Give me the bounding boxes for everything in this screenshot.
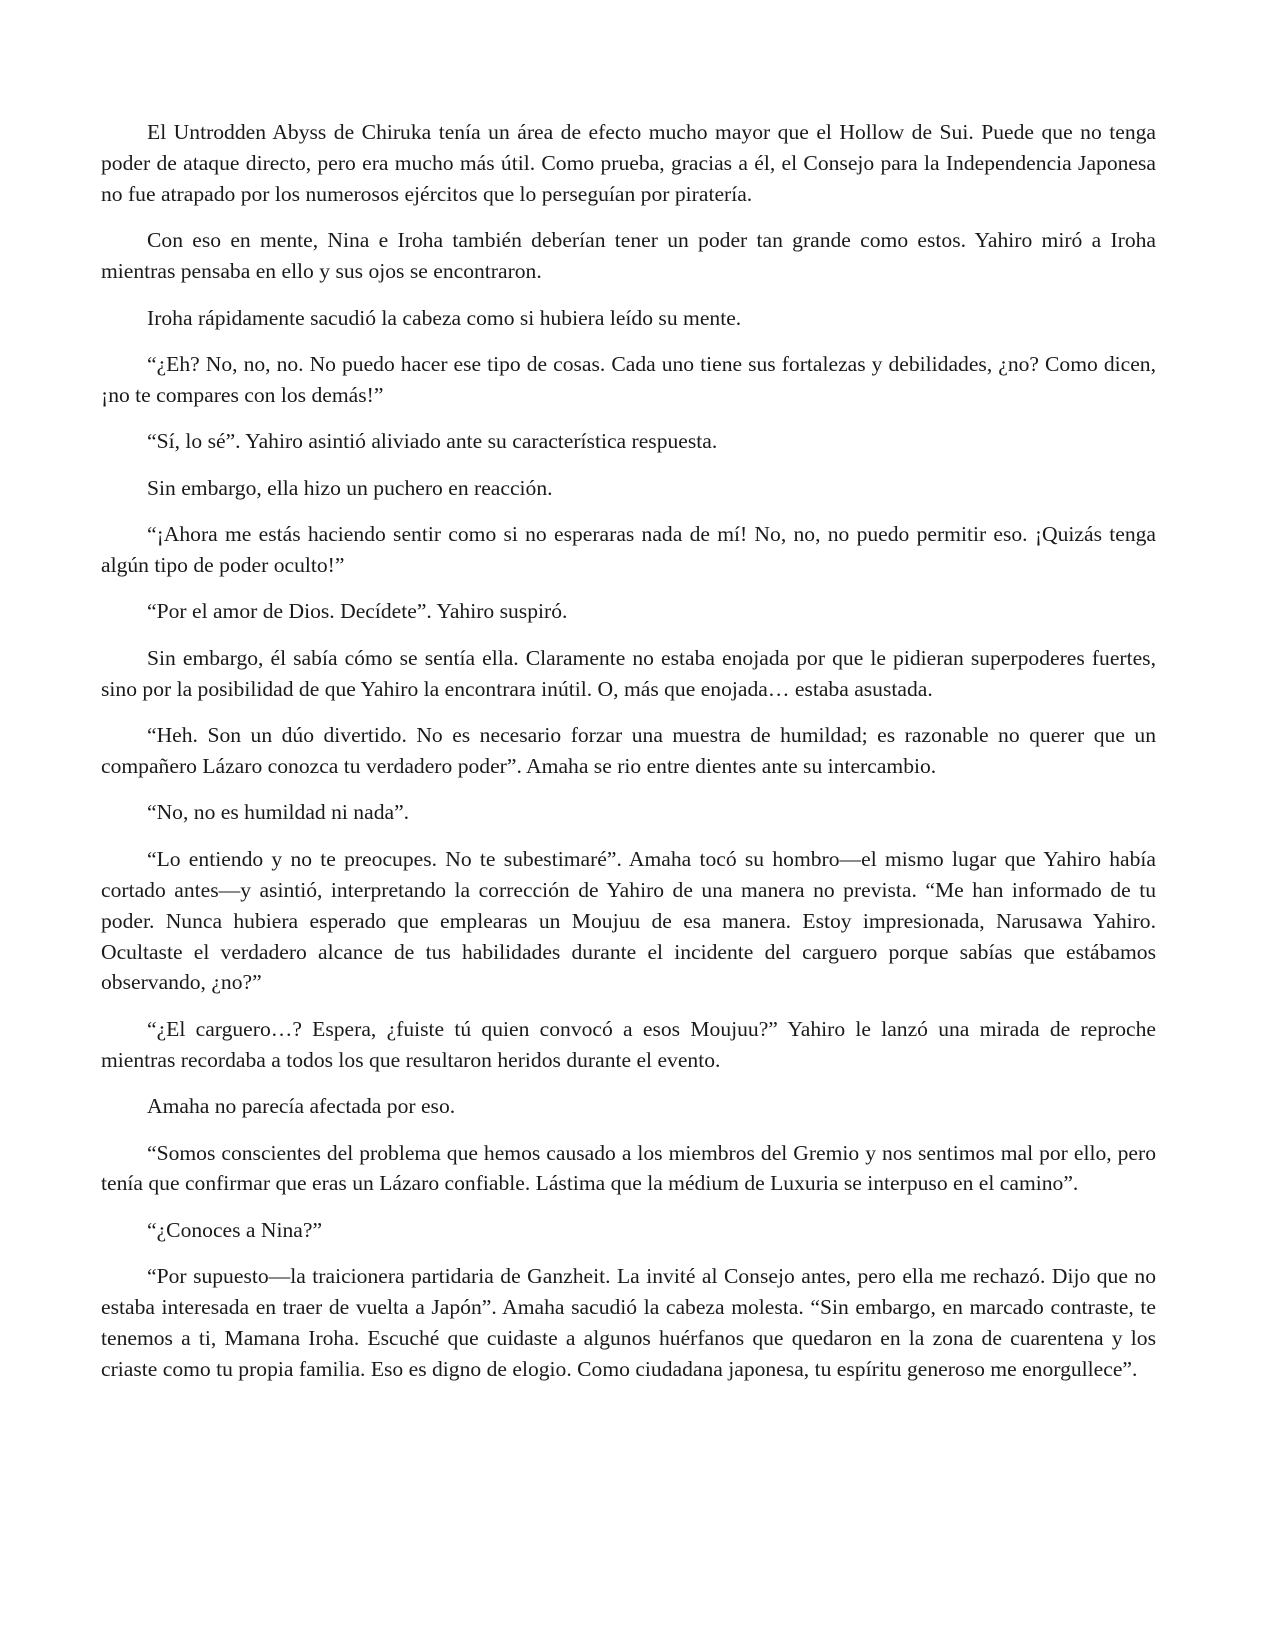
paragraph: “¿Eh? No, no, no. No puedo hacer ese tipo de cosas. Cada uno tiene sus fortalezas y debilidades, ¿no? Como dicen, ¡no te compares con los demás!”: [101, 351, 1156, 407]
paragraph: “¡Ahora me estás haciendo sentir como si no esperaras nada de mí! No, no, no puedo permitir eso. ¡Quizás tenga algún tipo de poder oculto!”: [101, 522, 1156, 577]
paragraph: Sin embargo, él sabía cómo se sentía ella. Claramente no estaba enojada por que le pidieran superpoderes fuertes, sino por la posibilidad de que Yahiro la encontrara inútil. O, más que enojada… estaba asustada.: [101, 645, 1156, 701]
paragraph: Amaha no parecía afectada por eso.: [147, 1094, 456, 1119]
paragraph: “¿Conoces a Nina?”: [147, 1217, 323, 1242]
body-text: [101, 117, 1156, 1400]
paragraph: “¿El carguero…? Espera, ¿fuiste tú quien convocó a esos Moujuu?” Yahiro le lanzó una mirada de reproche mientras recordaba a todos los que resultaron heridos durante el evento.: [101, 1016, 1156, 1072]
paragraph: Sin embargo, ella hizo un puchero en reacción.: [147, 475, 553, 500]
paragraph: “Lo entiendo y no te preocupes. No te subestimaré”. Amaha tocó su hombro—el mismo lugar que Yahiro había cortado antes—y asintió, interpretando la corrección de Yahiro de una manera no prevista. “Me han informado de tu poder. Nunca hubiera esperado que emplearas un Moujuu de esa manera. Estoy impresionada, Narusawa Yahiro. Ocultaste el verdadero alcance de tus habilidades durante el incidente del carguero porque sabías que estábamos observando, ¿no?”: [101, 846, 1156, 995]
paragraph: “Por el amor de Dios. Decídete”. Yahiro suspiró.: [147, 599, 568, 624]
paragraph: “Somos conscientes del problema que hemos causado a los miembros del Gremio y nos sentimos mal por ello, pero tenía que confirmar que eras un Lázaro confiable. Lástima que la médium de Luxuria se interpuso en el camino”.: [101, 1140, 1156, 1196]
paragraph: “Heh. Son un dúo divertido. No es necesario forzar una muestra de humildad; es razonable no querer que un compañero Lázaro conozca tu verdadero poder”. Amaha se rio entre dientes ante su intercambio.: [101, 723, 1156, 778]
paragraph: “Sí, lo sé”. Yahiro asintió aliviado ante su característica respuesta.: [147, 429, 718, 454]
paragraph: “No, no es humildad ni nada”.: [147, 800, 410, 825]
paragraph: Con eso en mente, Nina e Iroha también deberían tener un poder tan grande como estos. Yahiro miró a Iroha mientras pensaba en ello y sus ojos se encontraron.: [101, 228, 1156, 284]
paragraph: “Por supuesto—la traicionera partidaria de Ganzheit. La invité al Consejo antes, pero ella me rechazó. Dijo que no estaba interesada en traer de vuelta a Japón”. Amaha sacudió la cabeza molesta. “Sin embargo, en marcado contraste, te tenemos a ti, Mamana Iroha. Escuché que cuidaste a algunos huérfanos que quedaron en la zona de cuarentena y los criaste como tu propia familia. Eso es digno de elogio. Como ciudadana japonesa, tu espíritu generoso me enorgullece”.: [101, 1264, 1156, 1381]
paragraph: El Untrodden Abyss de Chiruka tenía un área de efecto mucho mayor que el Hollow de Sui. Puede que no tenga poder de ataque directo, pero era mucho más útil. Como prueba, gracias a él, el Consejo para la Independencia Japonesa no fue atrapado por los numerosos ejércitos que lo perseguían por piratería.: [101, 120, 1156, 206]
paragraph: Iroha rápidamente sacudió la cabeza como si hubiera leído su mente.: [147, 305, 742, 330]
